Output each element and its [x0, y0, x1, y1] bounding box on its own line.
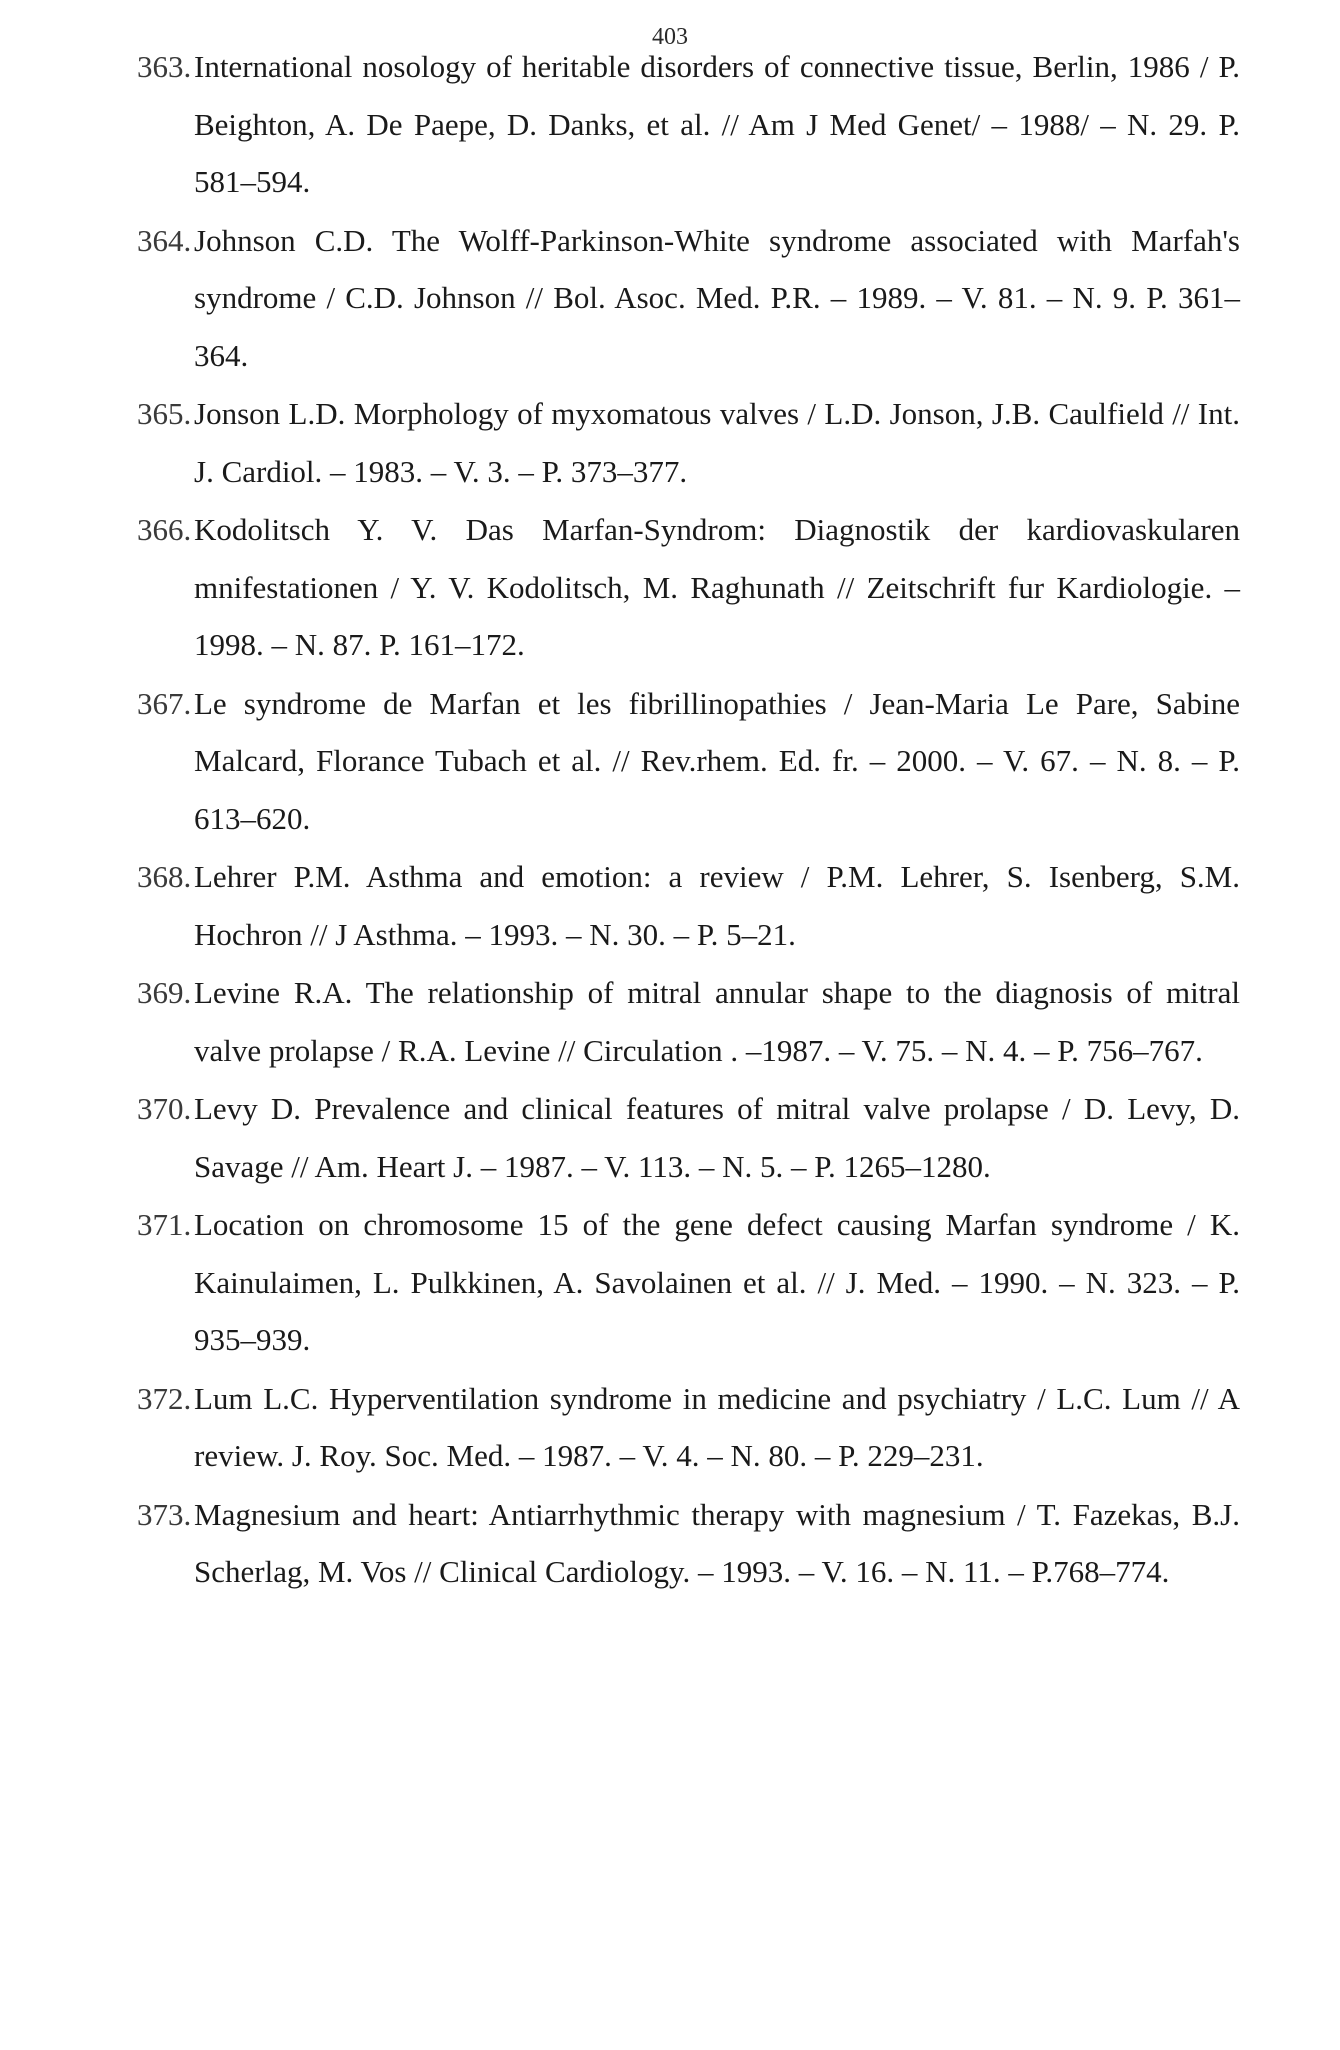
reference-number: 364. [137, 222, 192, 258]
reference-text: Levine R.A. The relationship of mitral annular shape to the diagnosis of mitral valve prolapse / R.A. Levine // Circulation . –1987. – V. 75. – N. 4. – P. 756–767. [194, 975, 1240, 1068]
reference-text: Lum L.C. Hyperventilation syndrome in medicine and psychiatry / L.C. Lum // A review. J. Roy. Soc. Med. – 1987. – V. 4. – N. 80. – P. 229–231. [194, 1380, 1240, 1473]
reference-number: 368. [137, 859, 192, 894]
reference-number: 370. [137, 1091, 192, 1126]
reference-number: 365. [137, 396, 192, 431]
page-number: 403 [652, 24, 688, 50]
reference-number: 369. [137, 975, 192, 1010]
reference-number: 366. [137, 512, 192, 547]
reference-number: 371. [137, 1207, 192, 1242]
reference-number: 373. [137, 1496, 192, 1532]
reference-text: Kodolitsch Y. V. Das Marfan-Syndrom: Diagnostik der kardiovaskularen mnifestationen / Y. V. Kodolitsch, M. Raghunath // Zeitschrift fur Kardiologie. – 1998. – N. 87. P. 161–172. [194, 512, 1240, 662]
reference-item-363 [137, 38, 1240, 211]
reference-item-364 [137, 212, 1240, 385]
reference-item-372 [137, 1370, 1240, 1485]
reference-item-373 [137, 1486, 1240, 1601]
reference-text: Johnson C.D. The Wolff-Parkinson-White syndrome associated with Marfah's syndrome / C.D. Johnson // Bol. Asoc. Med. P.R. – 1989. – V. 81. – N. 9. P. 361–364. [194, 222, 1240, 373]
reference-item-371 [137, 1196, 1240, 1369]
reference-item-369 [137, 964, 1240, 1079]
reference-item-365 [137, 385, 1240, 500]
reference-list [137, 38, 1240, 1601]
reference-text: International nosology of heritable disorders of connective tissue, Berlin, 1986 / P. Beighton, A. De Paepe, D. Danks, et al. // Am J Med Genet/ – 1988/ – N. 29. P. 581–594. [194, 49, 1240, 199]
reference-item-366 [137, 501, 1240, 674]
reference-text: Jonson L.D. Morphology of myxomatous valves / L.D. Jonson, J.B. Caulfield // Int. J. Cardiol. – 1983. – V. 3. – P. 373–377. [194, 396, 1240, 489]
reference-text: Lehrer P.M. Asthma and emotion: a review / P.M. Lehrer, S. Isenberg, S.M. Hochron // J Asthma. – 1993. – N. 30. – P. 5–21. [194, 859, 1240, 952]
reference-number: 363. [137, 49, 192, 84]
reference-text: Magnesium and heart: Antiarrhythmic therapy with magnesium / T. Fazekas, B.J. Scherlag, M. Vos // Clinical Cardiology. – 1993. – V. 16. – N. 11. – P.768–774. [194, 1496, 1240, 1589]
reference-text: Le syndrome de Marfan et les fibrillinopathies / Jean-Maria Le Pare, Sabine Malcard, Florance Tubach et al. // Rev.rhem. Ed. fr. – 2000. – V. 67. – N. 8. – P. 613–620. [194, 685, 1240, 836]
reference-text: Location on chromosome 15 of the gene defect causing Marfan syndrome / K. Kainulaimen, L. Pulkkinen, A. Savolainen et al. // J. Med. – 1990. – N. 323. – P. 935–939. [194, 1207, 1240, 1357]
reference-text: Levy D. Prevalence and clinical features of mitral valve prolapse / D. Levy, D. Savage // Am. Heart J. – 1987. – V. 113. – N. 5. – P. 1265–1280. [194, 1091, 1240, 1184]
reference-number: 372. [137, 1380, 192, 1416]
reference-item-367 [137, 675, 1240, 848]
reference-number: 367. [137, 685, 192, 721]
reference-item-370 [137, 1080, 1240, 1195]
reference-item-368 [137, 848, 1240, 963]
